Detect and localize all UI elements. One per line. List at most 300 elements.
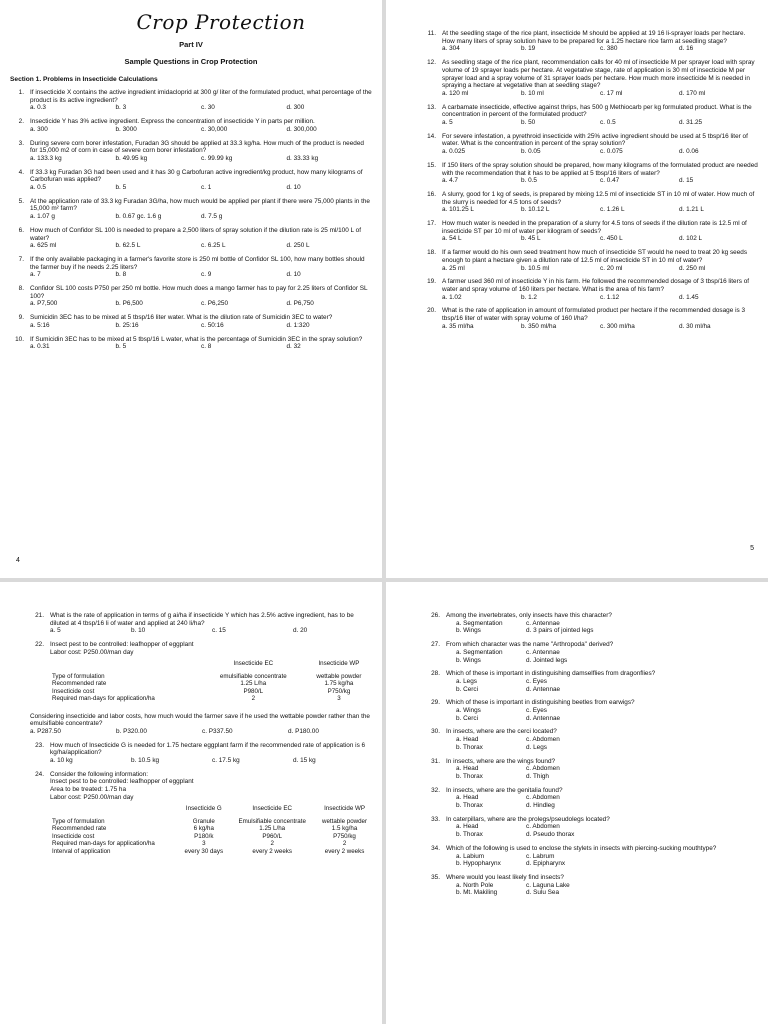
answer-option: b. Thorax <box>456 831 483 839</box>
answer-options <box>30 184 372 192</box>
answer-option: b. 350 ml/ha <box>521 322 557 330</box>
question-text: If insecticide X contains the active ingredient imidacloprid at 300 g/ liter of the formulated product, what percentage of the product is its active ingredient? <box>30 89 372 104</box>
answer-option: a. 0.025 <box>442 148 466 156</box>
answer-options <box>442 119 758 127</box>
question-item <box>426 612 760 635</box>
answer-option: b. 62.5 L <box>115 242 141 250</box>
answer-option: c. 6.25 L <box>201 242 226 250</box>
question-body <box>442 278 758 301</box>
answer-option: b. Wings <box>456 656 481 664</box>
question-item <box>10 314 372 329</box>
answer-options <box>30 126 372 134</box>
answer-option: c. 450 L <box>600 235 623 243</box>
answer-option: b. 8 <box>115 271 127 279</box>
answer-option: c. 99.99 kg <box>201 154 233 162</box>
table-cell: Recommended rate <box>52 680 107 688</box>
question-body <box>30 118 372 133</box>
answer-option: b. Mt. Makiling <box>456 889 498 897</box>
answer-option: a. Head <box>456 765 479 773</box>
table-row <box>50 840 374 847</box>
answer-option: b. 3000 <box>115 125 137 133</box>
table-row <box>50 680 374 687</box>
answer-option: b. 19 <box>521 45 536 53</box>
table-header: Insecticide WP <box>324 804 365 812</box>
question-number: 13. <box>427 103 436 111</box>
question-item <box>10 227 372 250</box>
question-body <box>442 220 758 243</box>
table-cell: 3 <box>337 695 341 703</box>
question-body <box>446 699 760 722</box>
answer-option: b. 10 <box>131 627 146 635</box>
answer-option: d. 250 ml <box>679 264 706 272</box>
answer-option: a. Labium <box>456 852 485 860</box>
answer-options <box>446 823 760 838</box>
answer-option: c. Laguna Lake <box>526 881 570 889</box>
question-text: During severe corn borer infestation, Furadan 3G should be applied at 33.3 kg/ha. How much of the product is needed for 15,000 m2 of corn in case of severe corn borer infestation? <box>30 139 364 155</box>
answer-options <box>442 323 758 331</box>
answer-option: d. 250 L <box>286 242 310 250</box>
answer-option: c. Abdomen <box>526 765 560 773</box>
answer-option: d. 15 kg <box>293 757 316 765</box>
question-text: A farmer used 360 ml of insecticide Y in his farm. He followed the recommended dosage of 3 tbsp/16 liters of water and spray volume of 160 liters per hectare. What is the area of his farm? <box>442 278 750 293</box>
answer-option: b. 10.12 L <box>521 206 550 214</box>
question-body <box>446 612 760 635</box>
table-cell: every 2 weeks <box>324 847 365 855</box>
answer-options <box>446 649 760 664</box>
question-23 <box>30 742 374 765</box>
answer-option: d. 1:320 <box>286 321 310 329</box>
answer-options <box>30 271 372 279</box>
question-text: Sumicidin 3EC has to be mixed at 5 tbsp/16 liter water. What is the dilution rate of Sumicidin 3EC to water? <box>30 314 333 322</box>
answer-option: c. 9 <box>201 271 212 279</box>
answer-option: c. 1.26 L <box>600 206 625 214</box>
table-row <box>50 695 374 702</box>
question-text: If a farmer would do his own seed treatment how much of insecticide ST would he need to treat 20 kg seeds enough to plant a hectare given a dilution rate of 12.5 ml of insecticide ST in 10 ml of water? <box>442 249 748 264</box>
answer-option: a. 5 <box>442 119 453 127</box>
answer-option: a. P287.50 <box>30 727 61 735</box>
question-item <box>422 220 758 243</box>
answer-option: d. Antennae <box>526 685 561 693</box>
answer-option: a. 1.07 g <box>30 213 55 221</box>
answer-options <box>442 148 758 156</box>
question-number: 35. <box>431 873 440 881</box>
question-body <box>446 758 760 781</box>
question-body <box>442 191 758 214</box>
question-text: How much of Confidor SL 100 is needed to prepare a 2,500 liters of spray solution if the dilution rate is 25 ml/100 L of water? <box>30 226 361 242</box>
answer-option: a. 4.7 <box>442 177 458 185</box>
answer-option: b. 10.5 kg <box>131 757 160 765</box>
question-item <box>10 140 372 163</box>
answer-option: b. 49.95 kg <box>115 154 148 162</box>
question-item <box>426 699 760 722</box>
table-cell: Insecticide cost <box>52 687 95 695</box>
answer-option: c. 0.075 <box>600 148 623 156</box>
question-22 <box>30 641 374 706</box>
answer-option: b. 10 ml <box>521 89 544 97</box>
answer-option: a. Segmentation <box>456 619 503 627</box>
answer-option: b. Thorax <box>456 743 483 751</box>
question-number: 22. <box>35 641 44 649</box>
question-number: 21. <box>35 612 44 619</box>
question-item <box>10 285 372 308</box>
question-number: 34. <box>431 844 440 852</box>
question-text: Which of the following is used to enclose the stylets in insects with piercing-sucking mouthtype? <box>446 844 717 852</box>
table-header-row <box>50 805 374 818</box>
answer-option: a. Wings <box>456 707 481 715</box>
answer-options <box>50 757 374 765</box>
comparison-table <box>50 805 374 855</box>
answer-option: d. 300,000 <box>286 125 317 133</box>
question-number: 16. <box>427 190 436 198</box>
table-cell: every 30 days <box>184 847 224 855</box>
question-text: In insects, where are the genitalia found? <box>446 786 563 794</box>
table-header: Insecticide EC <box>252 804 292 812</box>
question-item <box>10 336 372 351</box>
table-header <box>50 805 178 818</box>
answer-option: d. 16 <box>679 45 694 53</box>
question-item <box>422 133 758 156</box>
question-number: 17. <box>427 220 436 228</box>
answer-option: c. 15 <box>212 627 226 635</box>
answer-option: d. 33.33 kg <box>286 154 319 162</box>
question-text: What is the rate of application in amount of formulated product per hectare if the recommended dosage is 3 tbsp/16 liter of water with spray volume of 160 l/ha? <box>442 307 746 323</box>
table-cell: wettable powder <box>322 817 368 825</box>
question-number: 29. <box>431 699 440 707</box>
table-cell: 2 <box>342 840 347 848</box>
question-text: A carbamate insecticide, effective against thrips, has 500 g Methiocarb per kg formulated product. What is the concentration in percent of the formulated product? <box>442 103 752 119</box>
answer-option: a. 25 ml <box>442 264 465 272</box>
answer-option: a. 54 L <box>442 235 462 243</box>
section-heading: Section 1. Problems in Insecticide Calculations <box>10 76 158 83</box>
answer-option: a. 35 ml/ha <box>442 322 474 330</box>
question-item <box>422 104 758 127</box>
page-5 <box>386 0 768 578</box>
answer-option: c. Eyes <box>526 707 547 715</box>
answer-option: b. Thorax <box>456 802 483 810</box>
table-cell: Type of formulation <box>52 672 105 680</box>
question-number: 9. <box>18 314 24 322</box>
question-text: At the seedling stage of the rice plant, insecticide M should be applied at 19 16 li-sprayer loads per hectare. How many liters of spray solution have to be prepared for a 1.25 hectare rice farm at seedling stage? <box>442 30 746 45</box>
answer-option: a. 625 ml <box>30 242 57 250</box>
table-header: Insecticide G <box>185 804 222 812</box>
question-number: 20. <box>427 307 436 315</box>
question-item <box>426 816 760 839</box>
answer-option <box>287 213 373 221</box>
answer-options <box>30 155 372 163</box>
question-24 <box>30 771 374 859</box>
answer-options <box>446 620 760 635</box>
table-cell: Recommended rate <box>52 825 107 833</box>
table-row <box>50 833 374 840</box>
question-body <box>442 162 758 185</box>
table-header-row <box>50 660 374 673</box>
answer-option: c. P337.50 <box>202 727 233 735</box>
answer-options <box>30 300 372 308</box>
question-number: 10. <box>15 335 24 343</box>
answer-option: d. 170 ml <box>679 89 706 97</box>
answer-option: d. 30 ml/ha <box>679 322 711 330</box>
answer-options <box>446 736 760 751</box>
question-item <box>426 845 760 868</box>
answer-option: b. Wings <box>456 627 481 635</box>
answer-option: d. 1.45 <box>679 293 699 301</box>
answer-option: b. 5 <box>115 184 127 192</box>
question-number: 28. <box>431 670 440 678</box>
answer-option: d. Jointed legs <box>526 656 568 664</box>
answer-option: d. Hindleg <box>526 802 555 810</box>
answer-options <box>442 235 758 243</box>
answer-option: d. Epipharynx <box>526 860 566 868</box>
question-number: 18. <box>427 249 436 257</box>
question-text: In caterpillars, where are the prolegs/pseudolegs located? <box>446 815 610 823</box>
question-body <box>442 249 758 272</box>
question-item <box>422 191 758 214</box>
question-number: 27. <box>431 641 440 649</box>
answer-option: b. 50 <box>521 119 536 127</box>
table-cell: 1.75 kg/ha <box>324 680 354 688</box>
question-text: Considering insecticide and labor costs, how much would the farmer save if he used the wettable powder rather than the emulsifiable concentrate? <box>30 712 370 728</box>
question-number: 2. <box>18 118 24 126</box>
answer-option: c. 20 ml <box>600 264 623 272</box>
answer-option: a. 5:16 <box>30 321 50 329</box>
question-text: Where would you least likely find insects? <box>446 873 564 881</box>
answer-options <box>442 90 758 98</box>
question-number: 19. <box>427 278 436 286</box>
table-cell: 6 kg/ha <box>193 825 214 833</box>
answer-option: d. 300 <box>286 104 305 112</box>
answer-options <box>446 882 760 897</box>
answer-option: a. Legs <box>456 677 477 685</box>
question-text: In insects, where are the cerci located? <box>446 728 557 736</box>
answer-options <box>30 322 372 330</box>
table-cell: Type of formulation <box>52 817 105 825</box>
answer-options <box>442 45 758 53</box>
question-body <box>30 89 372 112</box>
table-cell: Required man-days for application/ha <box>52 840 155 848</box>
answer-option: a. North Pole <box>456 881 494 889</box>
answer-options <box>30 343 372 351</box>
answer-options <box>442 206 758 214</box>
question-number: 23. <box>35 741 44 749</box>
question-text: If Sumicidin 3EC has to be mixed at 5 tbsp/16 L water, what is the percentage of Sumicidin 3EC in the spray solution? <box>30 335 363 343</box>
table-cell: wettable powder <box>316 672 362 680</box>
answer-option: d. 3 pairs of jointed legs <box>526 627 594 635</box>
answer-option: a. Head <box>456 736 479 744</box>
question-item <box>10 256 372 279</box>
question-number: 8. <box>18 285 24 293</box>
question-body <box>30 336 372 351</box>
question-item <box>426 641 760 664</box>
question-number: 32. <box>431 786 440 794</box>
answer-option: d. 20 <box>293 627 308 635</box>
handwritten-title: Crop Protection <box>136 10 306 34</box>
answer-option: b. Cerci <box>456 685 479 693</box>
table-row <box>50 825 374 832</box>
question-item <box>422 59 758 98</box>
answer-option: b. Thorax <box>456 772 483 780</box>
answer-option: c. 0.47 <box>600 177 620 185</box>
table-cell: P960/L <box>262 832 283 840</box>
answer-options <box>446 707 760 722</box>
answer-options <box>30 242 372 250</box>
answer-option: d. 102 L <box>679 235 703 243</box>
question-number: 14. <box>427 132 436 140</box>
question-body <box>442 30 758 53</box>
question-number: 5. <box>18 197 24 205</box>
question-number: 33. <box>431 815 440 823</box>
answer-options <box>446 794 760 809</box>
answer-option: b. 25:16 <box>115 321 139 329</box>
question-item <box>422 162 758 185</box>
question-number: 6. <box>18 226 24 234</box>
answer-option: b. P320.00 <box>116 727 147 735</box>
question-item <box>10 169 372 192</box>
question-item <box>422 249 758 272</box>
question-intro: Insect pest to be controlled: leafhopper of eggplant <box>50 778 194 786</box>
table-cell: emulsifiable concentrate <box>219 672 287 680</box>
question-number: 30. <box>431 728 440 736</box>
page-number: 5 <box>750 545 754 552</box>
answer-option: a. 304 <box>442 45 460 53</box>
answer-option: a. Head <box>456 794 479 802</box>
answer-option: b. 45 L <box>521 235 541 243</box>
question-body <box>446 728 760 751</box>
question-item <box>426 874 760 897</box>
table-header: Insecticide EC <box>233 659 274 667</box>
table-cell: 2 <box>251 695 256 703</box>
question-number: 31. <box>431 757 440 765</box>
table-cell: 1.5 kg/ha <box>331 825 358 833</box>
question-number: 1. <box>18 89 24 96</box>
question-number: 4. <box>18 168 24 176</box>
page-7 <box>386 582 768 1024</box>
table-cell: Granule <box>192 817 215 825</box>
answer-option: a. 0.31 <box>30 343 50 351</box>
question-text: In insects, where are the wings found? <box>446 757 556 765</box>
table-cell: 3 <box>202 840 206 848</box>
question-body <box>446 874 760 897</box>
question-body <box>30 198 372 221</box>
answer-option: d. 32 <box>286 343 301 351</box>
answer-option: c. Antennae <box>526 648 560 656</box>
answer-option: d. P180.00 <box>288 727 319 735</box>
answer-option: c. Antennae <box>526 619 560 627</box>
answer-option: a. 7 <box>30 271 41 279</box>
answer-options <box>442 294 758 302</box>
question-text: For severe infestation, a pyrethroid insecticide with 25% active ingredient should be used at 5 tbsp/16 liter of water. What is the concentration in percent of the spray solution? <box>442 132 748 148</box>
question-body <box>442 104 758 127</box>
question-body <box>442 307 758 330</box>
answer-option: c. 8 <box>201 343 212 351</box>
answer-option: d. P6,750 <box>286 300 314 308</box>
table-header <box>50 660 203 673</box>
table-row <box>50 688 374 695</box>
answer-option: d. 1.21 L <box>679 206 704 214</box>
question-text: How much of Insecticide G is needed for 1.75 hectare eggplant farm if the recommended rate of application is 6 kg/ha/application? <box>50 741 366 757</box>
answer-option: c. 30,000 <box>201 125 228 133</box>
answer-option: c. 1 <box>201 184 212 192</box>
page-4 <box>0 0 382 578</box>
question-text: If the only available packaging in a farmer's favorite store is 250 ml bottle of Confidor SL 100, how many bottles should the farmer buy if he needs 2.25 liters? <box>30 255 365 271</box>
answer-option: d. Legs <box>526 743 547 751</box>
page-6 <box>0 582 382 1024</box>
question-item <box>10 198 372 221</box>
question-text: At the application rate of 33.3 kg Furadan 3G/ha, how much would be applied per plant if there were 75,000 plants in the 15,000 m² farm? <box>30 197 370 213</box>
question-body <box>446 845 760 868</box>
question-body <box>442 59 758 98</box>
table-header: Insecticide WP <box>318 659 360 667</box>
answer-option: d. 31.25 <box>679 119 703 127</box>
question-body <box>446 641 760 664</box>
answer-options <box>30 213 372 221</box>
answer-option: d. 7.5 g <box>201 213 223 221</box>
table-cell: 2 <box>270 840 274 848</box>
page-number: 4 <box>16 557 20 564</box>
table-row <box>50 818 374 825</box>
question-body <box>30 314 372 329</box>
answer-option: d. Thigh <box>526 772 549 780</box>
answer-option: a. Segmentation <box>456 648 503 656</box>
question-body <box>442 133 758 156</box>
answer-option: c. 1.12 <box>600 293 620 301</box>
question-body <box>446 816 760 839</box>
question-list <box>422 30 758 331</box>
question-text: Confidor SL 100 costs P750 per 250 ml bottle. How much does a mango farmer has to pay for 2.25 liters of Confidor SL 100? <box>30 285 368 300</box>
question-number: 3. <box>18 139 24 147</box>
answer-option: d. Pseudo thorax <box>526 831 575 839</box>
answer-option: c. 30 <box>201 104 215 112</box>
answer-option: c. Labrum <box>526 852 555 860</box>
question-text: A slurry, good for 1 kg of seeds, is prepared by mixing 12.5 ml of insecticide ST in 10 ml of water. How much of the slurry is needed for 4.5 tons of seeds? <box>442 190 755 206</box>
answer-option: c. 50:16 <box>201 321 224 329</box>
table-cell: Insecticide cost <box>52 832 95 840</box>
answer-option: c. 300 ml/ha <box>600 322 635 330</box>
table-cell: Emulsifiable concentrate <box>238 817 306 825</box>
answer-option: a. 133.3 kg <box>30 154 62 162</box>
question-intro: Consider the following information: <box>50 770 149 778</box>
table-cell: P180/k <box>194 832 214 840</box>
answer-option: b. 0.05 <box>521 148 541 156</box>
answer-option: d. 10 <box>286 271 301 279</box>
question-item <box>426 670 760 693</box>
answer-option: d. Antennae <box>526 714 561 722</box>
answer-option: c. Abdomen <box>526 794 560 802</box>
question-intro: Area to be treated: 1.75 ha <box>50 786 127 794</box>
answer-option: d. 0.06 <box>679 148 699 156</box>
answer-option: b. 1.2 <box>521 293 537 301</box>
question-item <box>426 728 760 751</box>
answer-option: c. P6,250 <box>201 300 229 308</box>
table-cell: 1.25 L/ha <box>240 680 267 688</box>
answer-option: b. P6,500 <box>115 300 143 308</box>
answer-option: c. 17 ml <box>600 89 623 97</box>
answer-option: a. P7,500 <box>30 300 58 308</box>
answer-option: b. Hypopharynx <box>456 860 501 868</box>
question-item <box>426 787 760 810</box>
question-21 <box>30 612 374 635</box>
question-text: From which character was the name "Arthropoda" derived? <box>446 641 614 649</box>
question-item <box>10 118 372 133</box>
question-item <box>426 758 760 781</box>
answer-option: b. 5 <box>115 343 127 351</box>
question-text: Insecticide Y has 3% active ingredient. Express the concentration of insecticide Y in parts per million. <box>30 118 315 126</box>
answer-options <box>50 627 374 635</box>
answer-option: a. 101.25 L <box>442 206 474 214</box>
question-text: Among the invertebrates, only insects have this character? <box>446 612 612 619</box>
table-row <box>50 673 374 680</box>
part-heading: Part IV <box>179 40 203 49</box>
question-item <box>422 307 758 330</box>
